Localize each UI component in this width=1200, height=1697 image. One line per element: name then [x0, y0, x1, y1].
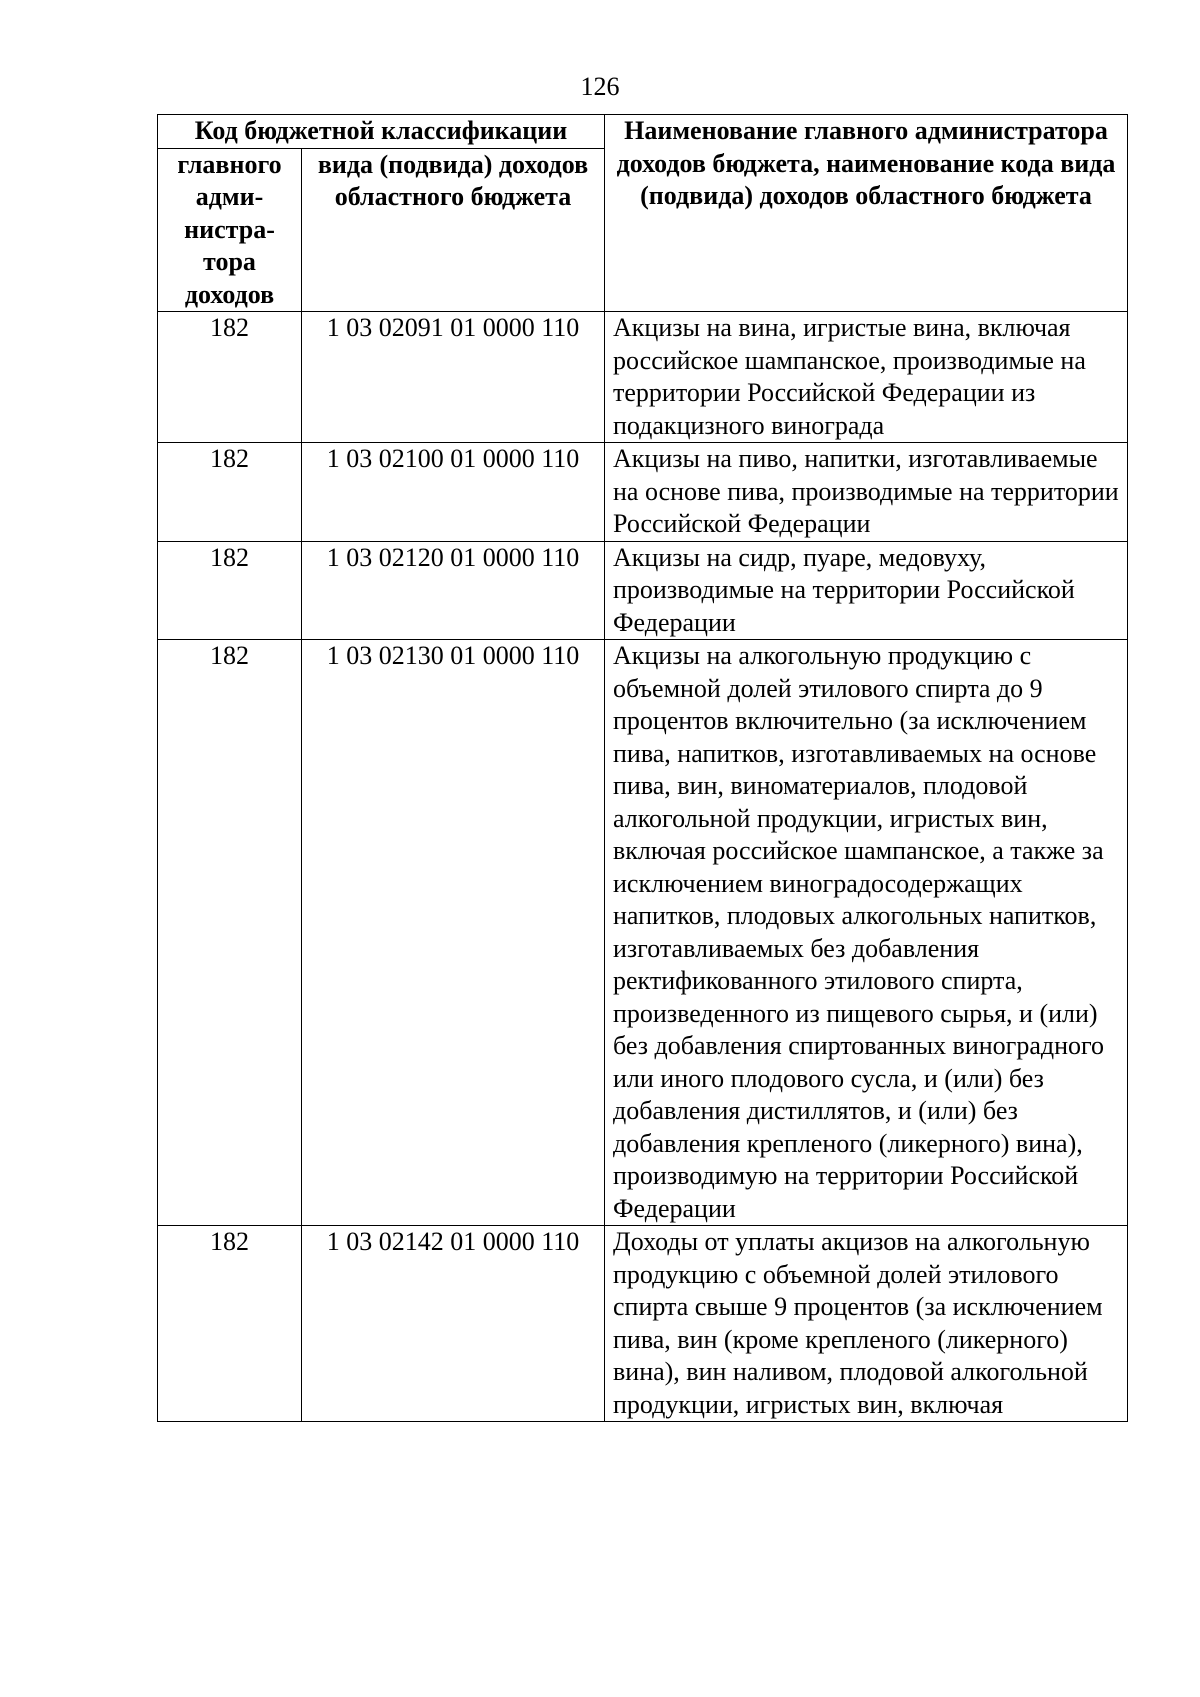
table-body [158, 312, 1128, 1422]
income-code-cell: 1 03 02130 01 0000 110 [302, 640, 605, 1226]
admin-code-cell: 182 [158, 1226, 302, 1422]
budget-classification-table [157, 114, 1128, 1422]
table-header [158, 115, 1128, 312]
table-row [158, 312, 1128, 443]
page-number: 126 [580, 72, 620, 101]
table-header-row [158, 115, 1128, 149]
table-row [158, 640, 1128, 1226]
admin-code-cell: 182 [158, 312, 302, 443]
income-code-cell: 1 03 02142 01 0000 110 [302, 1226, 605, 1422]
income-type-header: вида (подвида) доходов областного бюджета [302, 148, 605, 312]
income-code-cell: 1 03 02091 01 0000 110 [302, 312, 605, 443]
income-code-cell: 1 03 02100 01 0000 110 [302, 443, 605, 542]
admin-code-cell: 182 [158, 443, 302, 542]
description-cell: Доходы от уплаты акцизов на алкогольную продукцию с объемной долей этилового спирта свыше 9 процентов (за исключением пива, вин (кроме крепленого (ликерного) вина), вин наливом, плодовой алкогольной продукции, игристых вин, включая [605, 1226, 1128, 1422]
admin-code-cell: 182 [158, 541, 302, 640]
administrator-name-header: Наименование главного администратора доходов бюджета, наименование кода вида (подвида) доходов областного бюджета [605, 115, 1128, 312]
table-row [158, 443, 1128, 542]
description-cell: Акцизы на вина, игристые вина, включая российское шампанское, производимые на территории Российской Федерации из подакцизного винограда [605, 312, 1128, 443]
description-cell: Акцизы на сидр, пуаре, медовуху, производимые на территории Российской Федерации [605, 541, 1128, 640]
budget-classification-code-header: Код бюджетной классификации [158, 115, 605, 149]
description-cell: Акцизы на пиво, напитки, изготавливаемые на основе пива, производимые на территории Российской Федерации [605, 443, 1128, 542]
description-cell: Акцизы на алкогольную продукцию с объемной долей этилового спирта до 9 процентов включительно (за исключением пива, напитков, изготавливаемых на основе пива, вин, виноматериалов, плодовой алкогольной продукции, игристых вин, включая российское шампанское, а также за исключением виноградосодержащих напитков, плодовых алкогольных напитков, изготавливаемых без добавления ректификованного этилового спирта, произведенного из пищевого сырья, и (или) без добавления спиртованных виноградного или иного плодового сусла, и (или) без добавления дистиллятов, и (или) без добавления крепленого (ликерного) вина), производимую на территории Российской Федерации [605, 640, 1128, 1226]
admin-code-cell: 182 [158, 640, 302, 1226]
table-row [158, 1226, 1128, 1422]
main-administrator-header: главного адми-нистра-тора доходов [158, 148, 302, 312]
income-code-cell: 1 03 02120 01 0000 110 [302, 541, 605, 640]
table-row [158, 541, 1128, 640]
